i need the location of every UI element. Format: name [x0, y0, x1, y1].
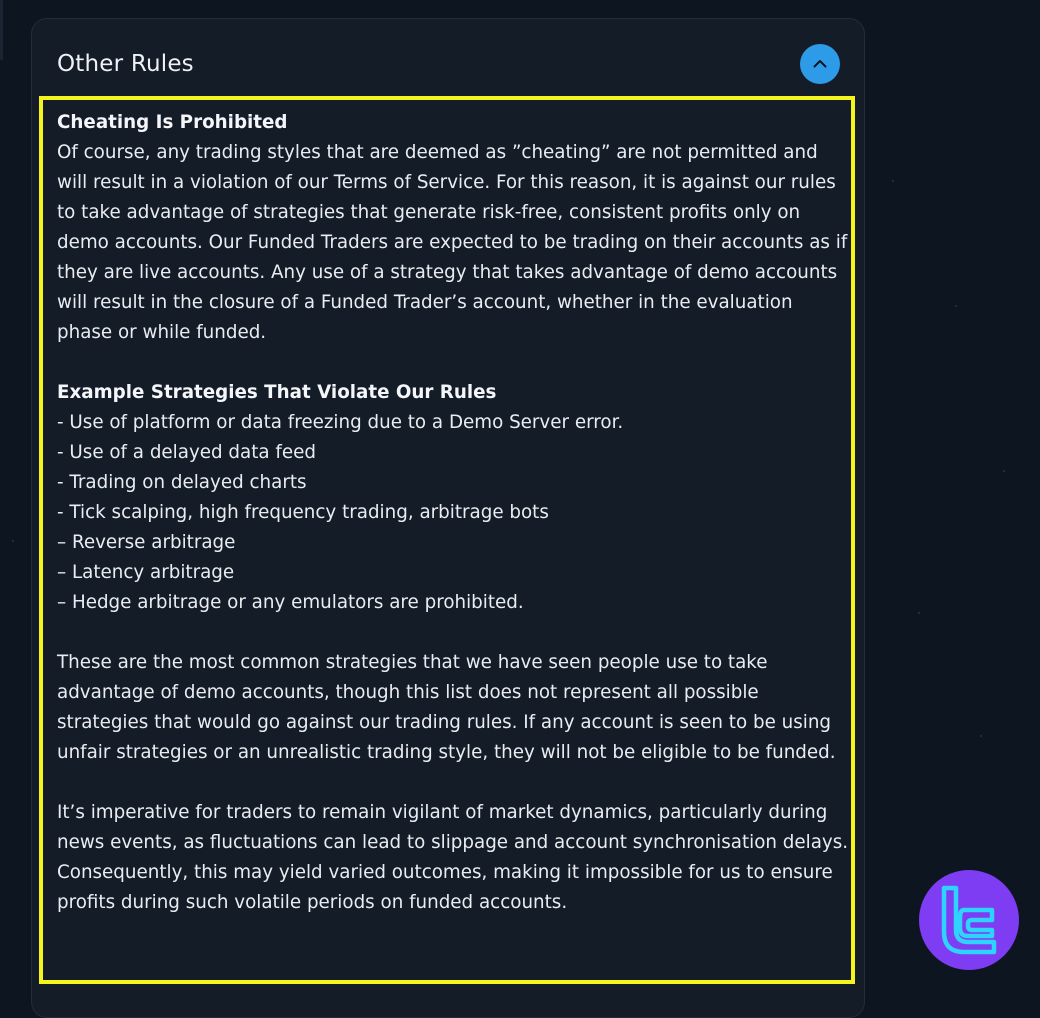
background-speck — [892, 180, 894, 182]
brand-logo-icon — [934, 884, 1004, 956]
rules-content — [57, 108, 852, 918]
vigilance-paragraph: It’s imperative for traders to remain vigilant of market dynamics, particularly during news events, as fluctuations can lead to slippage and account synchronisation delays. Consequently, this may yield varied outcomes, making it impossible for us to ensure profits during such volatile periods on funded accounts. — [57, 802, 849, 913]
example-item: - Trading on delayed charts — [57, 472, 307, 493]
example-item: – Hedge arbitrage or any emulators are prohibited. — [57, 592, 524, 613]
background-speck — [1003, 470, 1005, 472]
paragraph-gap — [57, 768, 852, 798]
background-speck — [918, 612, 920, 614]
cheating-heading: Cheating Is Prohibited — [57, 112, 288, 133]
example-item: - Use of platform or data freezing due to a Demo Server error. — [57, 412, 624, 433]
left-edge-panel — [0, 0, 3, 60]
paragraph-gap — [57, 348, 852, 378]
example-item: - Tick scalping, high frequency trading, arbitrage bots — [57, 502, 549, 523]
chevron-up-icon — [811, 55, 829, 73]
cheating-paragraph: Of course, any trading styles that are deemed as ”cheating” are not permitted and will result in a violation of our Terms of Service. For this reason, it is against our rules to take advantage of strategies that generate risk-free, consistent profits only on demo accounts. Our Funded Traders are expected to be trading on their accounts as if they are live accounts. Any use of a strategy that takes advantage of demo accounts will result in the closure of a Funded Trader’s account, whether in the evaluation phase or while funded. — [57, 142, 848, 343]
background-speck — [955, 305, 957, 307]
collapse-toggle-button[interactable] — [800, 44, 840, 84]
brand-logo-badge[interactable] — [919, 870, 1019, 970]
background-speck — [12, 540, 14, 542]
paragraph-gap — [57, 618, 852, 648]
section-title: Other Rules — [57, 51, 194, 77]
background-speck — [980, 735, 982, 737]
examples-heading: Example Strategies That Violate Our Rules — [57, 382, 497, 403]
example-item: – Reverse arbitrage — [57, 532, 236, 553]
example-item: – Latency arbitrage — [57, 562, 235, 583]
common-strategies-paragraph: These are the most common strategies that we have seen people use to take advantage of demo accounts, though this list does not represent all possible strategies that would go against our trading rules. If any account is seen to be using unfair strategies or an unrealistic trading style, they will not be eligible to be funded. — [57, 652, 836, 763]
example-item: - Use of a delayed data feed — [57, 442, 316, 463]
